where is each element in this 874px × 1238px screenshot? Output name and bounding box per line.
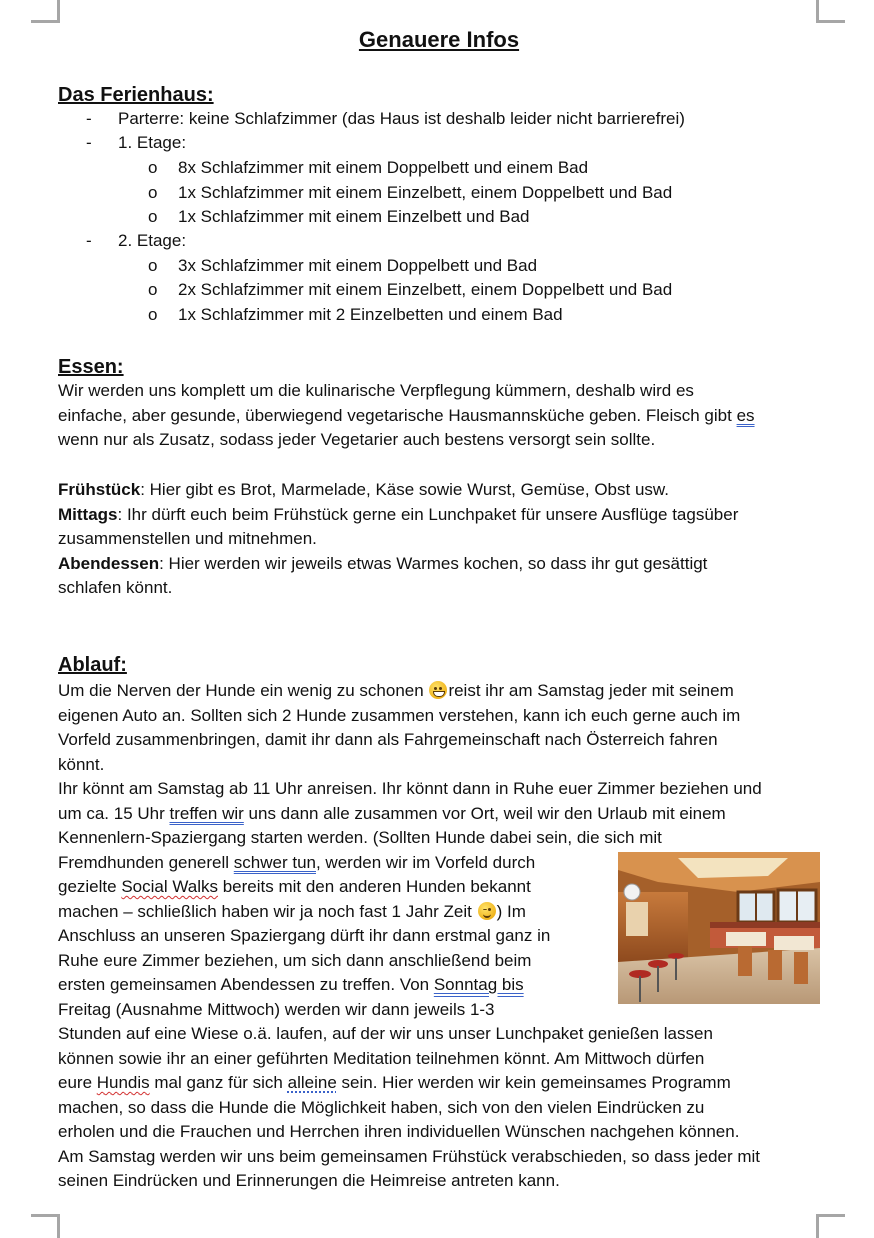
restaurant-photo[interactable] [618,852,820,1004]
heading-ablauf: Ablauf: [58,654,127,676]
heading-ferienhaus: Das Ferienhaus: [58,84,214,106]
label-fruehstueck: Frühstück [58,480,141,499]
corner-mark-top-left [31,0,60,23]
corner-mark-top-right [816,0,845,23]
label-abendessen: Abendessen [58,553,160,573]
label-mittags: Mittags [58,504,118,524]
grinning-face-icon [429,681,447,699]
food-intro-paragraph: Wir werden uns komplett um die kulinarische Verpflegung kümmern, deshalb wird es einfache, aber gesunde, überwiegend vegetarische Hausmannsküche geben. Fleisch gibt es wenn nur als Zusatz, sodass jeder Vegetarier auch bestens versorgt sein sollte. [58,381,755,449]
meals-paragraph: Frühstück: Hier gibt es Brot, Marmelade, Käse sowie Wurst, Gemüse, Obst usw. Mittags: Ihr dürft euch beim Frühstück gerne ein Lunchpaket für unsere Ausflüge tagsüber zusammenstellen und mitnehmen. Abendessen: Hier werden wir jeweils etwas Warmes kochen, so dass ihr gut gesättigt schlafen könnt. [58,480,739,597]
corner-mark-bottom-left [31,1214,60,1238]
winking-face-icon [478,902,496,920]
schedule-paragraph: Um die Nerven der Hunde ein wenig zu schonen reist ihr am Samstag jeder mit seinem eigenen Auto an. Sollten sich 2 Hunde zusammen verstehen, kann ich euch gerne auch im Vorfeld zusammenbringen, damit ihr dann als Fahrgemeinschaft nach Österreich fahren könnt. Ihr könnt am Samstag ab 11 Uhr anreisen. Ihr könnt dann in Ruhe euer Zimmer beziehen und um ca. 15 Uhr treffen wir uns dann alle zusammen vor Ort, weil wir den Urlaub mit einem Kennenlern-Spaziergang starten werden. (Sollten Hunde dabei sein, die sich mit Fremdhunden generell schwer tun, werden wir im Vorfeld durch gezielte Social Walks bereits mit den anderen Hunden bekannt machen – schließlich haben wir ja noch fast 1 Jahr Zeit ) Im Anschluss an unseren Spaziergang dürft ihr dann erstmal ganz in Ruhe eure Zimmer beziehen, um sich dann anschließend beim ersten gemeinsamen Abendessen zu treffen. Von Sonntag bis Freitag (Ausnahme Mittwoch) werden wir dann jeweils 1-3 Stunden auf eine Wiese o.ä. laufen, auf der wir uns unser Lunchpaket genießen lassen können sowie ihr an einer geführten Meditation teilnehmen könnt. Am Mittwoch dürfen eure Hundis mal ganz für sich alleine sein. Hier werden wir kein gemeinsames Programm machen, so dass die Hunde die Möglichkeit haben, sich von den vielen Eindrücken zu erholen und die Frauchen und Herrchen ihren individuellen Wünschen nachgehen können. Am Samstag werden wir uns beim gemeinsamen Frühstück verabschieden, so dass jeder mit seinen Eindrücken und Erinnerungen die Heimreise antreten kann. [58,681,762,1190]
document-title: Genauere Infos [358,27,520,52]
corner-mark-bottom-right [816,1214,845,1238]
heading-essen: Essen: [58,356,124,378]
